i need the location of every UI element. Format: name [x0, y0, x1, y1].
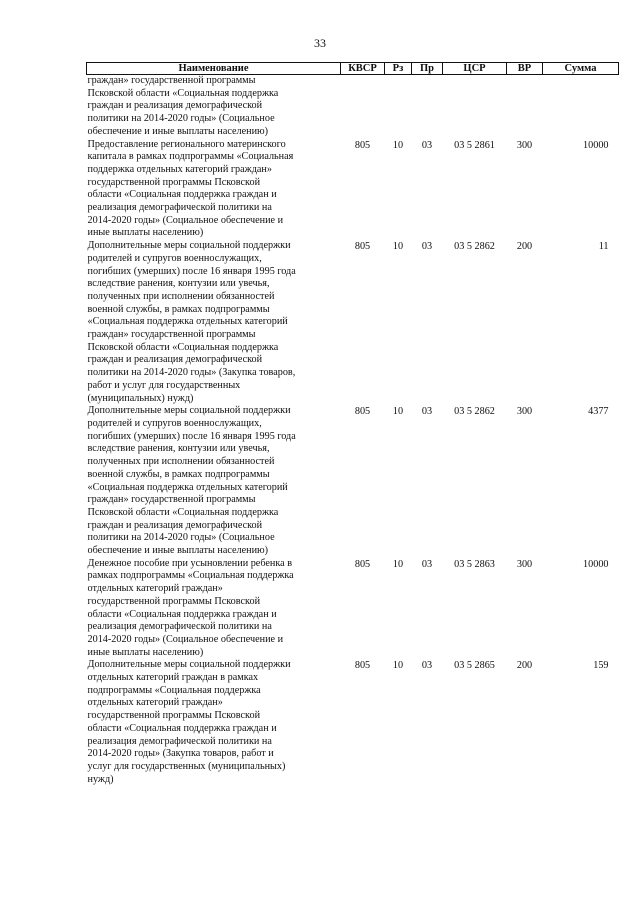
row-sum: 4377	[588, 406, 609, 418]
row-vr: 200	[516, 241, 533, 253]
table-row	[87, 659, 619, 786]
row-kvsr: 805	[354, 139, 371, 151]
header-csr: ЦСР	[443, 63, 507, 75]
row-name: Предоставление регионального материнского капитала в рамках подпрограммы «Социальная поддержка отдельных категорий граждан» государственной программы Псковской области «Социальная поддержка граждан и реализация демографической политики на 2014-2020 годы» (Социальное обеспечение и иные выплаты населению)	[87, 138, 294, 239]
row-name: граждан» государственной программы Псковской области «Социальная поддержка граждан и реализация демографической политики на 2014-2020 годы» (Социальное обеспечение и иные выплаты населению)	[87, 75, 279, 137]
row-rz: 10	[392, 406, 404, 418]
row-pr: 03	[421, 139, 433, 151]
row-name: Дополнительные меры социальной поддержки отдельных категорий граждан в рамках подпрограммы «Социальная поддержка отдельных категорий граждан» государственной программы Псковской области «Социальная поддержка граждан и реализация демографической политики на 2014-2020 годы» (Закупка товаров, работ и услуг для государственных (муниципальных) нужд)	[87, 659, 291, 785]
row-pr: 03	[421, 660, 433, 672]
row-csr: 03 5 2865	[454, 660, 495, 672]
row-rz: 10	[392, 241, 404, 253]
row-vr	[507, 75, 543, 139]
header-pr: Пр	[412, 63, 443, 75]
row-csr: 03 5 2862	[454, 241, 495, 253]
header-vr: ВР	[507, 63, 543, 75]
row-vr: 200	[516, 660, 533, 672]
header-name: Наименование	[87, 63, 341, 75]
row-name: Денежное пособие при усыновлении ребенка в рамках подпрограммы «Социальная поддержка отдельных категорий граждан» государственной программы Псковской области «Социальная поддержка граждан и реализация демографической политики на 2014-2020 годы» (Социальное обеспечение и иные выплаты населению)	[87, 557, 294, 658]
table-header	[87, 63, 619, 75]
table-row	[87, 558, 619, 660]
row-name: Дополнительные меры социальной поддержки родителей и супругов военнослужащих, погибших (умерших) после 16 января 1995 года вследствие ранения, контузии или увечья, полученных при исполнении обязанностей военной службы, в рамках подпрограммы «Социальная поддержка отдельных категорий граждан» государственной программы Псковской области «Социальная поддержка граждан и реализация демографической политики на 2014-2020 годы» (Социальное обеспечение и иные выплаты населению)	[87, 405, 296, 557]
row-kvsr: 805	[354, 660, 371, 672]
row-rz: 10	[392, 558, 404, 570]
row-rz: 10	[392, 660, 404, 672]
budget-table	[86, 62, 619, 786]
row-csr: 03 5 2863	[454, 558, 495, 570]
table-row	[87, 405, 619, 557]
row-kvsr: 805	[354, 241, 371, 253]
row-rz	[385, 75, 412, 139]
table-row	[87, 139, 619, 241]
row-vr: 300	[516, 406, 533, 418]
row-name: Дополнительные меры социальной поддержки родителей и супругов военнослужащих, погибших (умерших) после 16 января 1995 года вследствие ранения, контузии или увечья, полученных при исполнении обязанностей военной службы, в рамках подпрограммы «Социальная поддержка отдельных категорий граждан» государственной программы Псковской области «Социальная поддержка граждан и реализация демографической политики на 2014-2020 годы» (Закупка товаров, работ и услуг для государственных (муниципальных) нужд)	[87, 240, 296, 404]
row-csr: 03 5 2862	[454, 406, 495, 418]
row-pr: 03	[421, 558, 433, 570]
header-sum: Сумма	[543, 63, 619, 75]
row-kvsr: 805	[354, 558, 371, 570]
row-csr	[443, 75, 507, 139]
row-vr: 300	[516, 558, 533, 570]
row-kvsr: 805	[354, 406, 371, 418]
table-row	[87, 75, 619, 139]
row-sum: 10000	[583, 558, 609, 570]
row-rz: 10	[392, 139, 404, 151]
row-pr	[412, 75, 443, 139]
page-number: 33	[314, 36, 326, 50]
row-sum: 159	[593, 660, 609, 672]
row-csr: 03 5 2861	[454, 139, 495, 151]
header-row	[87, 63, 619, 75]
row-pr: 03	[421, 406, 433, 418]
table-body	[87, 75, 619, 787]
row-vr: 300	[516, 139, 533, 151]
row-kvsr	[341, 75, 385, 139]
row-sum: 10000	[583, 139, 609, 151]
table-row	[87, 240, 619, 405]
row-sum	[543, 75, 619, 139]
row-sum: 11	[598, 241, 609, 253]
row-pr: 03	[421, 241, 433, 253]
header-kvsr: КВСР	[341, 63, 385, 75]
header-rz: Рз	[385, 63, 412, 75]
